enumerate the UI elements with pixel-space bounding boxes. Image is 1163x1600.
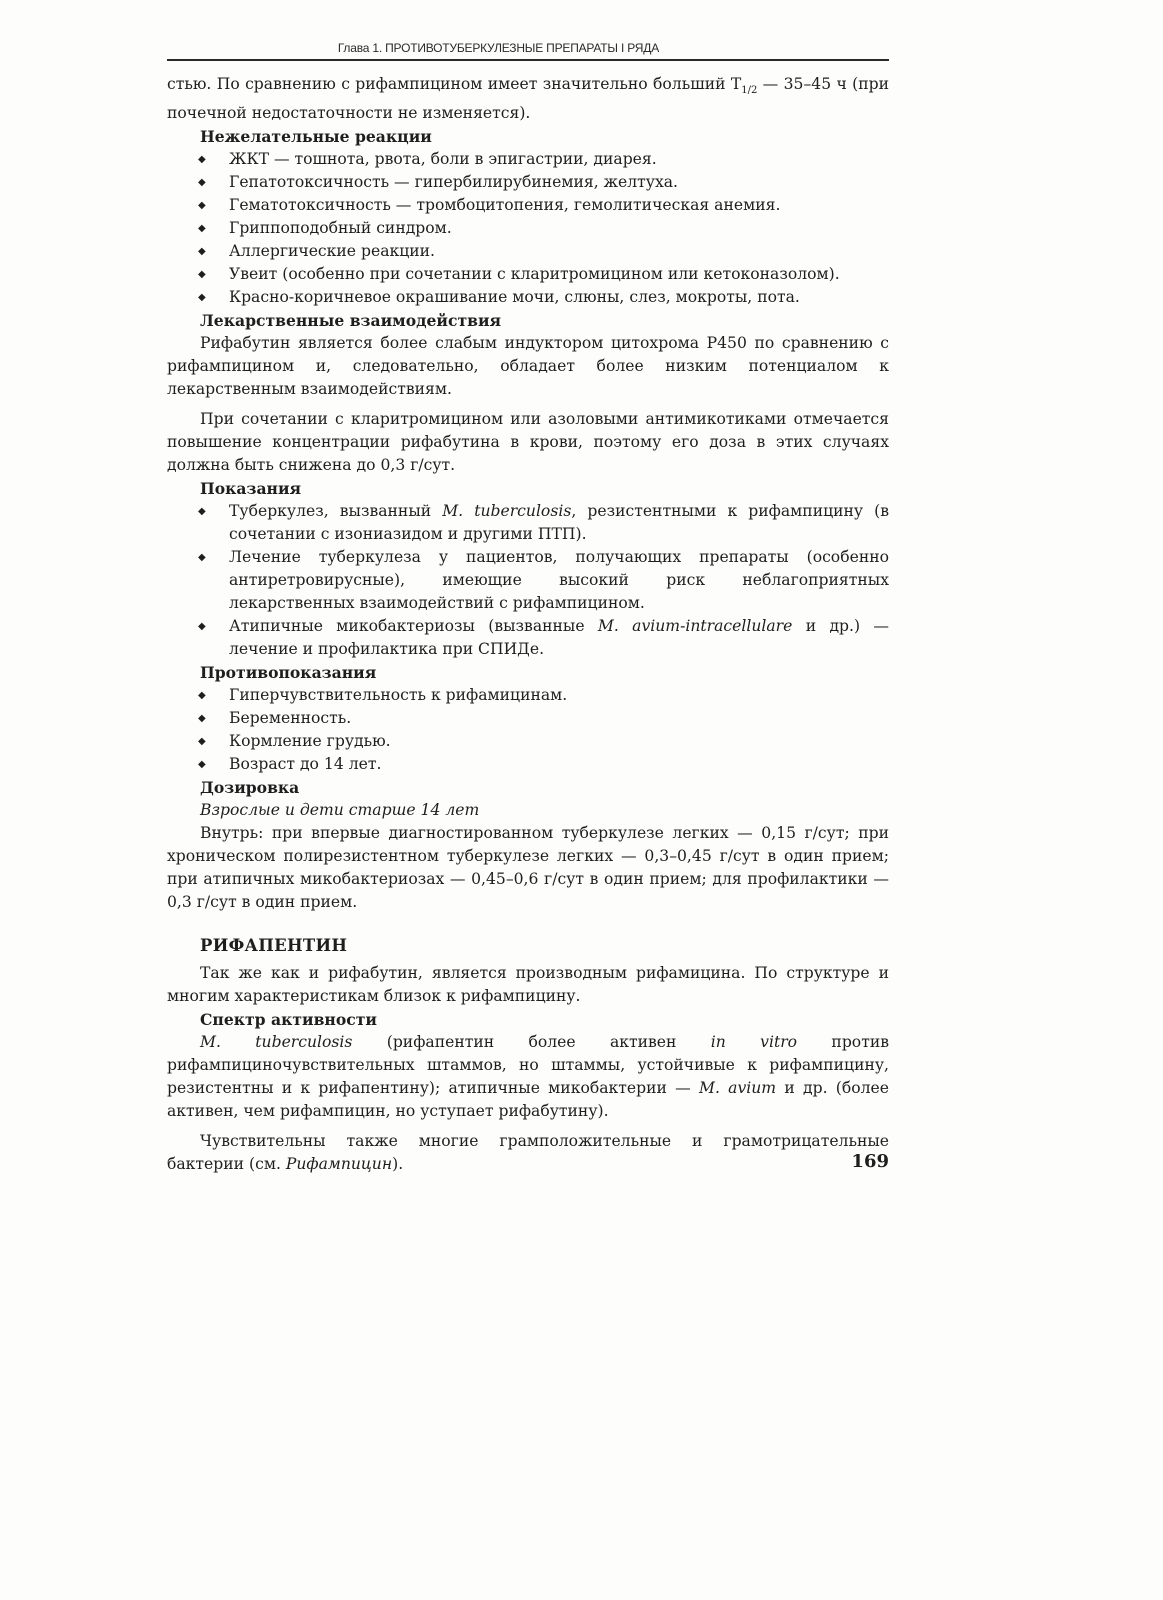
list-item-text: Гриппоподобный синдром. [229,219,452,237]
adverse-reactions-list [167,148,889,309]
list-item [167,684,889,707]
list-item [167,240,889,263]
list-item-text: Возраст до 14 лет. [229,755,382,773]
contraindications-heading: Противопоказания [200,663,377,682]
list-item-text: Аллергические реакции. [229,242,436,260]
list-item [167,217,889,240]
bullet-icon: ◆ [198,736,206,747]
page-number: 169 [851,1151,889,1172]
list-item [167,148,889,171]
list-item-text: Беременность. [229,709,352,727]
dosage-subheading: Взрослые и дети старше 14 лет [200,801,480,819]
bullet-icon: ◆ [198,292,206,303]
header-rule [167,59,889,61]
list-item-text: Увеит (особенно при сочетании с кларитромицином или кетоконазолом). [229,265,840,283]
bullet-icon: ◆ [198,177,206,188]
bullet-icon: ◆ [198,552,206,563]
running-head: Глава 1. ПРОТИВОТУБЕРКУЛЕЗНЫЕ ПРЕПАРАТЫ I РЯДА [337,41,659,55]
list-item [167,263,889,286]
list-item [167,753,889,776]
bullet-icon: ◆ [198,713,206,724]
sensitivity-text: ). [392,1155,404,1173]
dosage-paragraph: Внутрь: при впервые диагностированном туберкулезе легких — 0,15 г/сут; при хроническом полирезистентном туберкулезе легких — 0,3–0,45 г/сут в один прием; при атипичных микобактериозах — 0,45–0,6 г/сут в один прием; для профилактики — 0,3 г/сут в один прием. [167,824,889,911]
list-item [167,546,889,615]
bullet-icon: ◆ [198,690,206,701]
list-item-text: Красно-коричневое окрашивание мочи, слюны, слез, мокроты, пота. [229,288,800,306]
book-page [167,38,889,1176]
list-item-text: Гиперчувствительность к рифамицинам. [229,686,568,704]
bullet-icon: ◆ [198,200,206,211]
bullet-icon: ◆ [198,269,206,280]
list-item-text: ЖКТ — тошнота, рвота, боли в эпигастрии, диарея. [229,150,657,168]
bullet-icon: ◆ [198,506,206,517]
list-item-text: Кормление грудью. [229,732,391,750]
spectrum-text: против рифампициночувствительных штаммов, но штаммы, устойчивые к рифампицину, резистентны и к рифапентину); атипичные микобактерии — [167,1033,889,1097]
rifapentine-title: РИФАПЕНТИН [200,936,348,955]
interactions-paragraph-2: При сочетании с кларитромицином или азоловыми антимикотиками отмечается повышение концентрации рифабутина в крови, поэтому его доза в этих случаях должна быть снижена до 0,3 г/сут. [167,410,889,474]
species-name: M. tuberculosis [442,502,572,520]
list-item-text: , резистентными к рифампицину (в сочетании с изониазидом и другими ПТП). [229,502,890,543]
rifapentine-intro: Так же как и рифабутин, является производным рифамицина. По структуре и многим характеристикам близок к рифампицину. [167,964,889,1005]
bullet-icon: ◆ [198,154,206,165]
dosage-heading: Дозировка [200,778,300,797]
sensitivity-text: Чувствительны также многие грамположительные и грамотрицательные бактерии (см. [167,1132,889,1173]
list-item-text: и др.) — лечение и профилактика при СПИДе. [229,617,889,658]
bullet-icon: ◆ [198,759,206,770]
interactions-paragraph-1: Рифабутин является более слабым индуктором цитохрома Р450 по сравнению с рифампицином и, следовательно, обладает более низким потенциалом к лекарственным взаимодействиям. [167,334,889,398]
list-item [167,171,889,194]
page-body [167,73,889,1176]
cross-reference: Рифампицин [285,1155,393,1173]
list-item [167,500,889,546]
intro-text-2: — 35–45 ч (при почечной недостаточности не изменяется). [167,75,889,122]
species-name: M. avium [698,1079,777,1097]
species-name: M. avium-intracellulare [597,617,793,635]
list-item-text: Атипичные микобактериозы (вызванные [229,617,598,635]
list-item [167,194,889,217]
half-life-subscript: 1/2 [741,85,758,96]
list-item [167,615,889,661]
spectrum-text: (рифапентин более активен [352,1033,711,1051]
spectrum-paragraph [167,1031,889,1123]
spectrum-heading: Спектр активности [200,1010,377,1029]
spectrum-text: и др. (более активен, чем рифампицин, но уступает рифабутину). [167,1079,889,1120]
list-item-text: Туберкулез, вызванный [229,502,443,520]
list-item-text: Гепатотоксичность — гипербилирубинемия, желтуха. [229,173,679,191]
intro-paragraph [167,73,889,125]
intro-text-1: стью. По сравнению с рифампицином имеет значительно больший T [167,75,742,93]
adverse-reactions-heading: Нежелательные реакции [200,127,432,146]
species-name: M. tuberculosis [200,1033,353,1051]
bullet-icon: ◆ [198,621,206,632]
list-item [167,707,889,730]
interactions-heading: Лекарственные взаимодействия [200,311,502,330]
list-item [167,730,889,753]
list-item-text: Лечение туберкулеза у пациентов, получающих препараты (особенно антиретровирусные), имеющие высокий риск неблагоприятных лекарственных взаимодействий с рифампицином. [229,548,889,612]
bullet-icon: ◆ [198,246,206,257]
contraindications-list [167,684,889,776]
in-vitro-term: in vitro [710,1033,798,1051]
list-item-text: Гематотоксичность — тромбоцитопения, гемолитическая анемия. [229,196,781,214]
indications-heading: Показания [200,479,302,498]
bullet-icon: ◆ [198,223,206,234]
indications-list [167,500,889,661]
list-item [167,286,889,309]
